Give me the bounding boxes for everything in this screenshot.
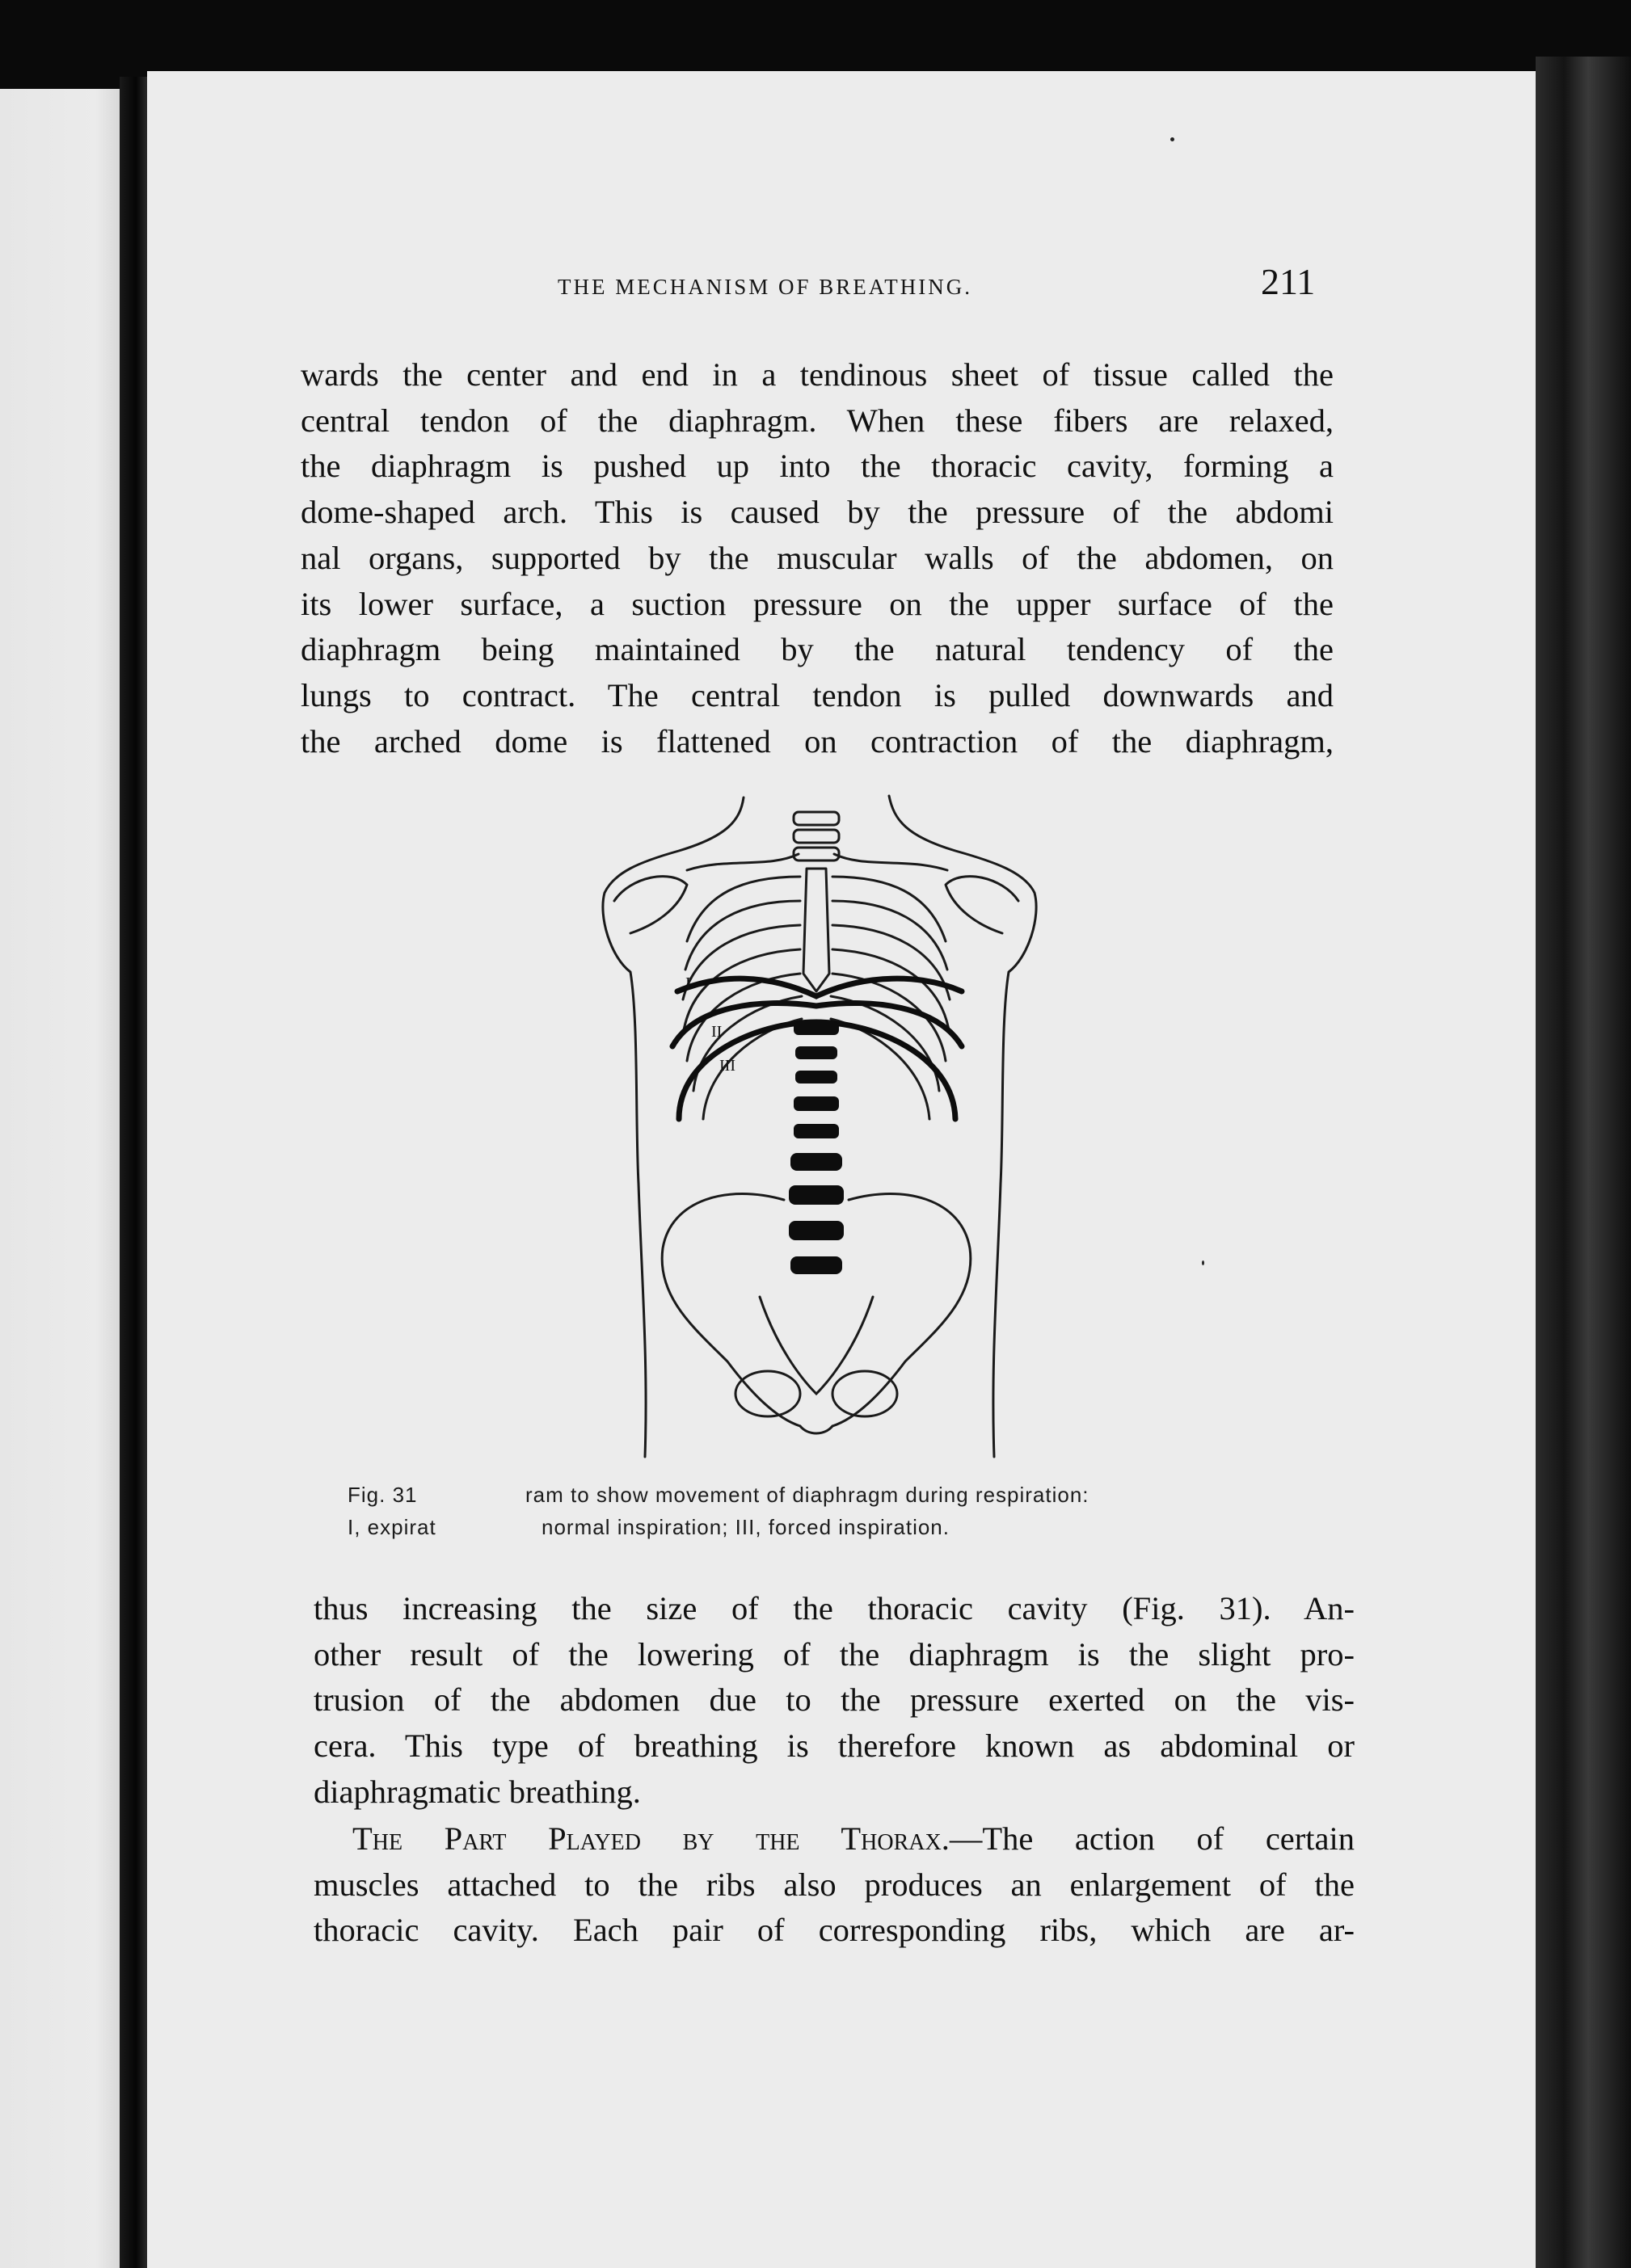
page-stack-edge: [1536, 57, 1631, 2268]
diaphragm-figure: [582, 780, 1059, 1458]
page-number: 211: [1261, 261, 1316, 302]
text-line: muscles attached to the ribs also produces an enlargement of the: [314, 1866, 1355, 1903]
text-line: [314, 1816, 1355, 1862]
text-line: diaphragm being maintained by the natural tendency of the: [301, 631, 1334, 668]
caption-fig-number: Fig. 31: [348, 1483, 418, 1507]
figure-label: III: [719, 1057, 735, 1075]
paper-speck: [1202, 1260, 1204, 1265]
section-heading: The Part Played by the Thorax.: [352, 1820, 950, 1857]
text-line: cera. This type of breathing is therefore known as abdominal or: [314, 1727, 1355, 1765]
text-line: the diaphragm is pushed up into the thoracic cavity, forming a: [301, 448, 1334, 485]
paragraph-1: [301, 352, 1334, 764]
text-line: wards the center and end in a tendinous sheet of tissue called the: [301, 356, 1334, 393]
text-line: the arched dome is flattened on contraction of the diaphragm,: [301, 722, 1334, 760]
text-line: nal organs, supported by the muscular walls of the abdomen, on: [301, 539, 1334, 576]
text-line: lungs to contract. The central tendon is pulled downwards and: [301, 676, 1334, 713]
text-line: thoracic cavity. Each pair of corresponding ribs, which are ar-: [314, 1912, 1355, 1949]
text-line: its lower surface, a suction pressure on the upper surface of the: [301, 585, 1334, 622]
book-gutter: [120, 77, 147, 2268]
caption-line: ram to show movement of diaphragm during respiration:: [525, 1483, 1089, 1507]
running-head: THE MECHANISM OF BREATHING.: [558, 275, 973, 299]
text-line: diaphragmatic breathing.: [314, 1773, 641, 1810]
text-line: central tendon of the diaphragm. When these fibers are relaxed,: [301, 402, 1334, 439]
text-line: thus increasing the size of the thoracic cavity (Fig. 31). An-: [314, 1590, 1355, 1626]
heading-continuation: —The action of certain: [949, 1820, 1355, 1857]
text-line: dome-shaped arch. This is caused by the pressure of the abdomi: [301, 494, 1334, 531]
caption-left-line: I, expirat: [348, 1515, 436, 1539]
paragraph-3: [314, 1816, 1355, 1954]
figure-label: II: [711, 1023, 723, 1041]
text-line: trusion of the abdomen due to the pressure exerted on the vis-: [314, 1681, 1355, 1719]
caption-line: normal inspiration; III, forced inspiration.: [542, 1515, 950, 1539]
paragraph-2: [314, 1586, 1355, 1816]
left-page-edge: [0, 89, 120, 2268]
figure-label: I: [685, 974, 691, 992]
text-line: other result of the lowering of the diaphragm is the slight pro-: [314, 1635, 1355, 1673]
paper-speck: [1170, 137, 1174, 141]
